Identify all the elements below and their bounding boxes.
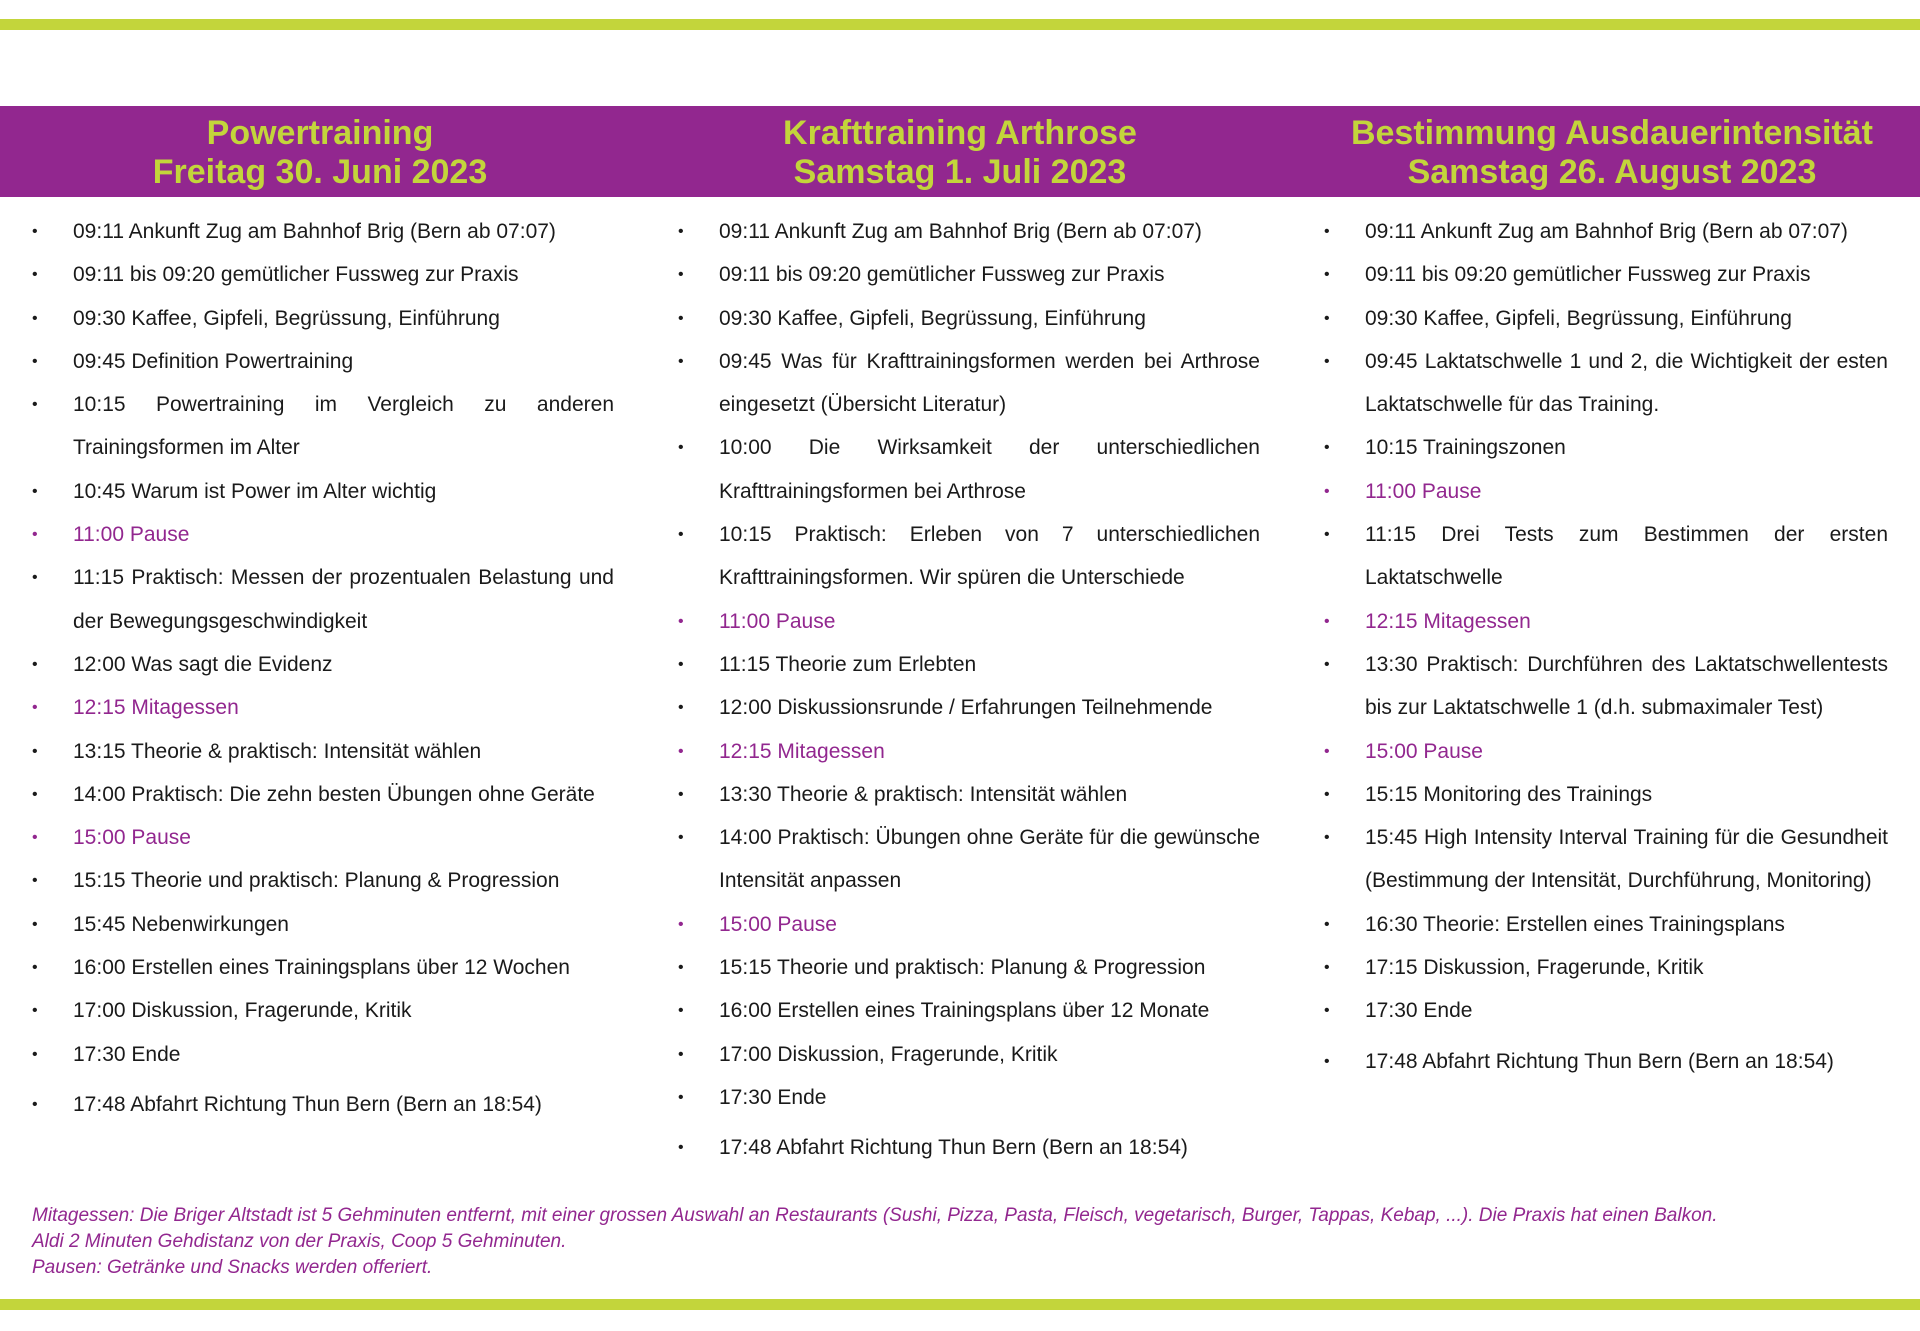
schedule-item: • 09:11 bis 09:20 gemütlicher Fussweg zur Praxis xyxy=(678,253,1260,296)
schedule-list xyxy=(678,210,1260,1170)
schedule-item: • 09:11 Ankunft Zug am Bahnhof Brig (Bern ab 07:07) xyxy=(1324,210,1888,253)
schedule-item: • 09:11 bis 09:20 gemütlicher Fussweg zur Praxis xyxy=(1324,253,1888,296)
schedule-list xyxy=(1324,210,1888,1083)
course-date: Samstag 26. August 2023 xyxy=(1407,153,1817,191)
schedule-item: • 15:15 Theorie und praktisch: Planung & Progression xyxy=(32,859,614,902)
column-header-ausdauer xyxy=(1280,106,1920,197)
schedule-item-break: • 11:00 Pause xyxy=(678,600,1260,643)
footnote-line: Mitagessen: Die Briger Altstadt ist 5 Gehminuten entfernt, mit einer grossen Auswahl an Restaurants (Sushi, Pizza, Pasta, Fleisch, vegetarisch, Burger, Tappas, Kebap, ...). Die Praxis hat einen Balkon. xyxy=(32,1205,1718,1226)
schedule-item: • 11:15 Drei Tests zum Bestimmen der ersten Laktatschwelle xyxy=(1324,513,1888,600)
schedule-item-break: • 11:00 Pause xyxy=(32,513,614,556)
course-date: Freitag 30. Juni 2023 xyxy=(152,153,488,191)
schedule-column-ausdauer xyxy=(1324,210,1888,1083)
course-title: Bestimmung Ausdauerintensität xyxy=(1350,114,1874,152)
schedule-item: • 16:30 Theorie: Erstellen eines Trainingsplans xyxy=(1324,903,1888,946)
schedule-item: • 13:15 Theorie & praktisch: Intensität wählen xyxy=(32,730,614,773)
schedule-item: • 11:15 Praktisch: Messen der prozentualen Belastung und der Bewegungsgeschwindigkeit xyxy=(32,556,614,643)
schedule-item: • 15:15 Theorie und praktisch: Planung & Progression xyxy=(678,946,1260,989)
schedule-item: • 12:00 Was sagt die Evidenz xyxy=(32,643,614,686)
course-title: Powertraining xyxy=(206,114,434,152)
schedule-column-powertraining xyxy=(32,210,614,1126)
schedule-item: • 09:45 Definition Powertraining xyxy=(32,340,614,383)
schedule-item: • 09:30 Kaffee, Gipfeli, Begrüssung, Einführung xyxy=(678,297,1260,340)
schedule-item: • 14:00 Praktisch: Übungen ohne Geräte für die gewünsche Intensität anpassen xyxy=(678,816,1260,903)
schedule-item-break: • 12:15 Mitagessen xyxy=(1324,600,1888,643)
schedule-item: • 09:45 Was für Krafttrainingsformen werden bei Arthrose eingesetzt (Übersicht Literatur) xyxy=(678,340,1260,427)
schedule-item: • 17:48 Abfahrt Richtung Thun Bern (Bern an 18:54) xyxy=(32,1083,614,1126)
schedule-item: • 10:00 Die Wirksamkeit der unterschiedlichen Krafttrainingsformen bei Arthrose xyxy=(678,426,1260,513)
schedule-item: • 17:30 Ende xyxy=(678,1076,1260,1119)
schedule-item: • 09:30 Kaffee, Gipfeli, Begrüssung, Einführung xyxy=(32,297,614,340)
schedule-item: • 16:00 Erstellen eines Trainingsplans über 12 Monate xyxy=(678,989,1260,1032)
schedule-item: • 17:00 Diskussion, Fragerunde, Kritik xyxy=(32,989,614,1032)
bottom-accent-rule xyxy=(0,1299,1920,1310)
schedule-item: • 09:45 Laktatschwelle 1 und 2, die Wichtigkeit der esten Laktatschwelle für das Training. xyxy=(1324,340,1888,427)
course-date: Samstag 1. Juli 2023 xyxy=(793,153,1127,191)
schedule-item: • 10:15 Powertraining im Vergleich zu anderen Trainingsformen im Alter xyxy=(32,383,614,470)
schedule-item: • 10:45 Warum ist Power im Alter wichtig xyxy=(32,470,614,513)
schedule-item-break: • 11:00 Pause xyxy=(1324,470,1888,513)
schedule-item: • 09:11 bis 09:20 gemütlicher Fussweg zur Praxis xyxy=(32,253,614,296)
schedule-item: • 15:45 Nebenwirkungen xyxy=(32,903,614,946)
schedule-item: • 13:30 Theorie & praktisch: Intensität wählen xyxy=(678,773,1260,816)
schedule-item: • 09:11 Ankunft Zug am Bahnhof Brig (Bern ab 07:07) xyxy=(678,210,1260,253)
schedule-item: • 12:00 Diskussionsrunde / Erfahrungen Teilnehmende xyxy=(678,686,1260,729)
course-title: Krafttraining Arthrose xyxy=(783,114,1137,152)
schedule-item-break: • 15:00 Pause xyxy=(32,816,614,859)
schedule-item: • 17:30 Ende xyxy=(32,1033,614,1076)
schedule-item-break: • 12:15 Mitagessen xyxy=(678,730,1260,773)
schedule-item: • 15:45 High Intensity Interval Training für die Gesundheit (Bestimmung der Intensität, Durchführung, Monitoring) xyxy=(1324,816,1888,903)
schedule-item: • 10:15 Trainingszonen xyxy=(1324,426,1888,469)
schedule-item: • 15:15 Monitoring des Trainings xyxy=(1324,773,1888,816)
schedule-item: • 09:30 Kaffee, Gipfeli, Begrüssung, Einführung xyxy=(1324,297,1888,340)
schedule-item: • 17:15 Diskussion, Fragerunde, Kritik xyxy=(1324,946,1888,989)
schedule-item: • 17:30 Ende xyxy=(1324,989,1888,1032)
schedule-item: • 16:00 Erstellen eines Trainingsplans über 12 Wochen xyxy=(32,946,614,989)
schedule-columns xyxy=(0,210,1920,1170)
top-accent-rule xyxy=(0,19,1920,30)
schedule-column-krafttraining xyxy=(678,210,1260,1170)
schedule-item: • 13:30 Praktisch: Durchführen des Laktatschwellentests bis zur Laktatschwelle 1 (d.h. submaximaler Test) xyxy=(1324,643,1888,730)
schedule-item: • 10:15 Praktisch: Erleben von 7 unterschiedlichen Krafttrainingsformen. Wir spüren die Unterschiede xyxy=(678,513,1260,600)
footnote-line: Pausen: Getränke und Snacks werden offeriert. xyxy=(32,1257,433,1278)
schedule-item: • 14:00 Praktisch: Die zehn besten Übungen ohne Geräte xyxy=(32,773,614,816)
schedule-item: • 17:48 Abfahrt Richtung Thun Bern (Bern an 18:54) xyxy=(1324,1040,1888,1083)
schedule-item-break: • 12:15 Mitagessen xyxy=(32,686,614,729)
column-header-powertraining xyxy=(0,106,640,197)
footnote-line: Aldi 2 Minuten Gehdistanz von der Praxis, Coop 5 Gehminuten. xyxy=(32,1231,567,1252)
schedule-item: • 17:00 Diskussion, Fragerunde, Kritik xyxy=(678,1033,1260,1076)
schedule-item-break: • 15:00 Pause xyxy=(1324,730,1888,773)
footnote xyxy=(32,1203,1892,1281)
column-header-krafttraining xyxy=(640,106,1280,197)
schedule-item-break: • 15:00 Pause xyxy=(678,903,1260,946)
schedule-item: • 11:15 Theorie zum Erlebten xyxy=(678,643,1260,686)
schedule-item: • 17:48 Abfahrt Richtung Thun Bern (Bern an 18:54) xyxy=(678,1126,1260,1169)
schedule-list xyxy=(32,210,614,1126)
header-banner xyxy=(0,106,1920,197)
schedule-item: • 09:11 Ankunft Zug am Bahnhof Brig (Bern ab 07:07) xyxy=(32,210,614,253)
